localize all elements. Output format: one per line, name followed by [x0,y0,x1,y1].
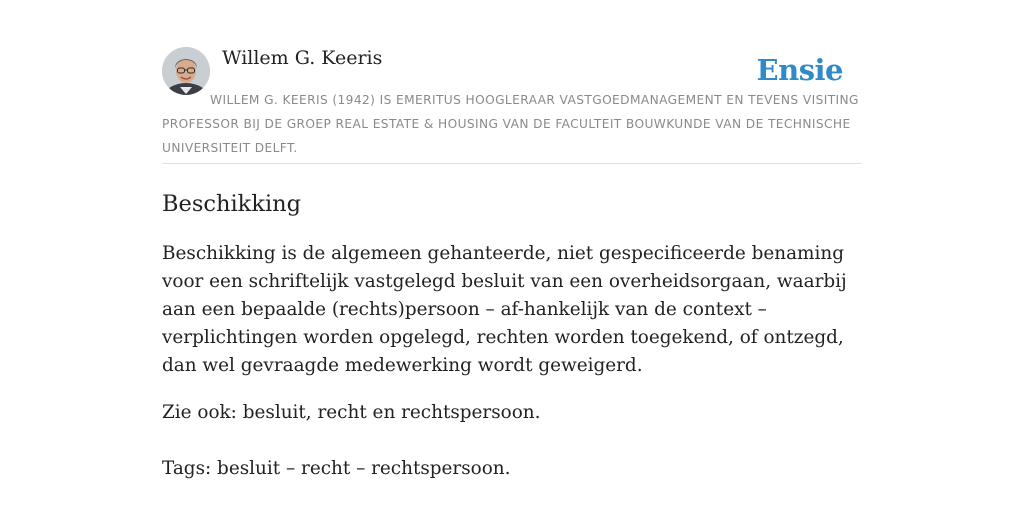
author-bio: WILLEM G. KEERIS (1942) IS EMERITUS HOOGLERAAR VASTGOEDMANAGEMENT EN TEVENS VISITING PROFESSOR BIJ DE GROEP REAL ESTATE & HOUSING VAN DE FACULTEIT BOUWKUNDE VAN DE TECHNISCHE UNIVERSITEIT DELFT. [162,93,859,155]
article-body: Beschikking is de algemeen gehanteerde, niet gespecificeerde benaming voor een schriftelijk vastgelegd besluit van een overheidsorgaan, waarbij aan een bepaalde (rechts)persoon – af-hankelijk van de context – verplichtingen worden opgelegd, rechten worden toegekend, of ontzegd, dan wel gevraagde medewerking wordt geweigerd. [162,243,847,376]
article-title: Beschikking [162,191,302,217]
article-card [162,46,862,483]
see-also: Zie ook: besluit, recht en rechtspersoon. [162,402,541,423]
author-name[interactable]: Willem G. Keeris [222,47,383,69]
article-tags: Tags: besluit – recht – rechtspersoon. [162,458,511,479]
author-header [162,46,862,164]
brand-logo[interactable]: Ensie [756,53,843,87]
